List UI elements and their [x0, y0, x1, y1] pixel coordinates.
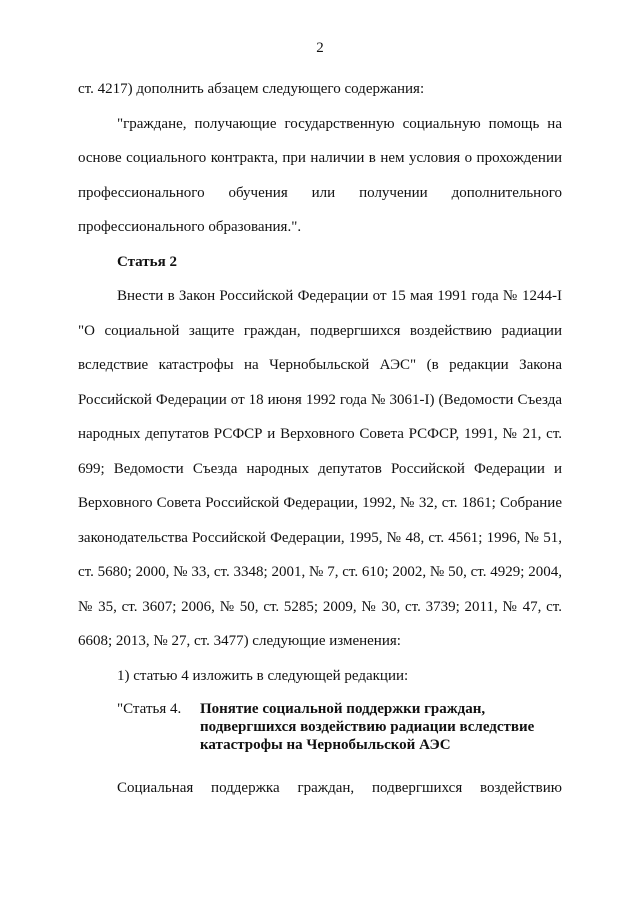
paragraph-item-1: 1) статью 4 изложить в следующей редакции: — [117, 667, 409, 684]
article-4-header — [78, 700, 562, 754]
paragraph-social-support-text: Социальная поддержка граждан, подвергшихся воздействию — [117, 780, 562, 796]
paragraph-article-2-body: Внести в Закон Российской Федерации от 15 мая 1991 года № 1244-I "О социальной защите граждан, подвергшихся воздействию радиации вследствие катастрофы на Чернобыльской АЭС" (в редакции Закона Российской Федерации от 18 июня 1992 года № 3061-I) (Ведомости Съезда народных депутатов РСФСР и Верховного Совета РСФСР, 1991, № 21, ст. 699; Ведомости Съезда народных депутатов Российской Федерации и Верховного Совета Российской Федерации, 1992, № 32, ст. 1861; Собрание законодательства Российской Федерации, 1995, № 48, ст. 4561; 1996, № 51, ст. 5680; 2000, № 33, ст. 3348; 2001, № 7, ст. 610; 2002, № 50, ст. 4929; 2004, № 35, ст. 3607; 2006, № 50, ст. 5285; 2009, № 30, ст. 3739; 2011, № 47, ст. 6608; 2013, № 27, ст. 3477) следующие изменения: — [78, 288, 562, 649]
article-4-title: Понятие социальной поддержки граждан, подвергшихся воздействию радиации вследствие катастрофы на Чернобыльской АЭС — [200, 701, 535, 753]
article-4-label: "Статья 4. — [117, 701, 182, 717]
page-number: 2 — [316, 40, 324, 56]
article-2-heading: Статья 2 — [117, 253, 177, 270]
paragraph-quoted-addition: "граждане, получающие государственную социальную помощь на основе социального контракта, при наличии в нем условия о прохождении профессионального обучения или получении дополнительного профессионального образования.". — [78, 115, 562, 235]
paragraph-amendment-intro: ст. 4217) дополнить абзацем следующего содержания: — [78, 81, 425, 97]
document-body — [78, 72, 562, 806]
paragraph-social-support — [78, 771, 562, 806]
